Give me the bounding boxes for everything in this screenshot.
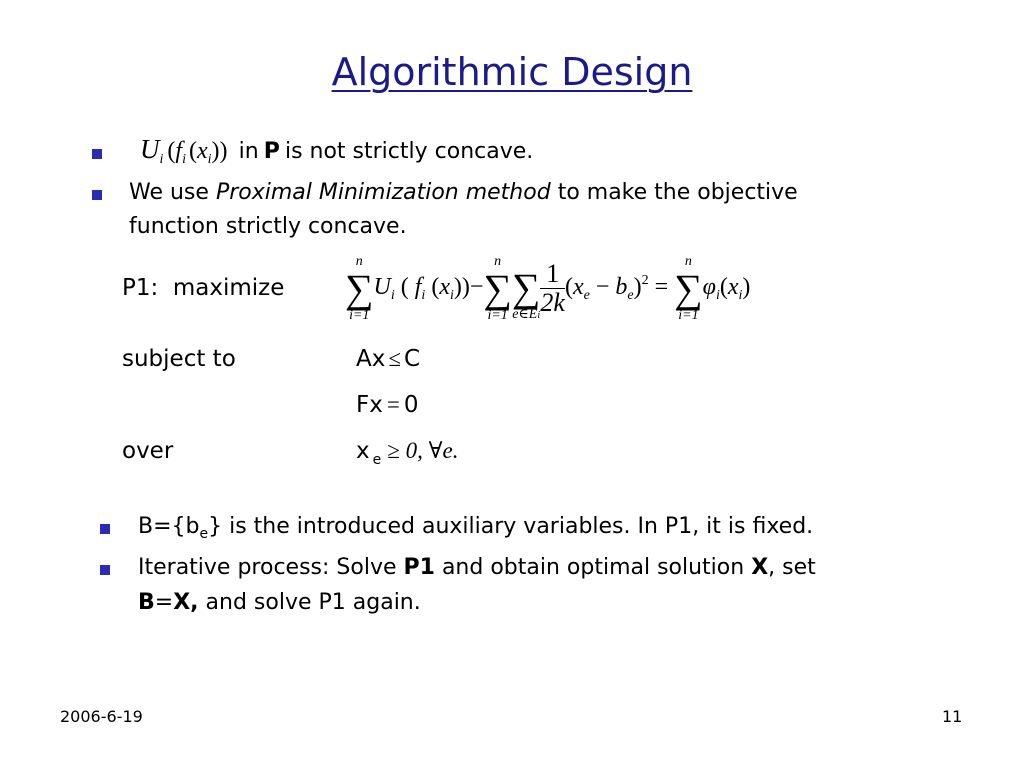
constraint-3: x $_e$ ≥ 0, ∀e. xyxy=(356,438,459,468)
constraint-2: Fx = 0 xyxy=(356,392,419,418)
sum-symbol: n ∑ i=1 xyxy=(345,253,374,323)
sum-symbol: n ∑ i=1 xyxy=(483,253,512,323)
bullet-iterative-line1: Iterative process: Solve P1 and obtain optimal solution X, set xyxy=(138,555,816,580)
objective-formula: n ∑ i=1 $U_i$ ( $f_i$ $(x_i))-$ n ∑ i=1 ∑ e∈Ei $\frac{1}{2k}$ $(x_e - b_e)^2$ = n ∑ i=1 $\varphi_i(x_i)$ xyxy=(345,253,751,323)
constraint-1: Ax ≤ C xyxy=(356,346,421,372)
slide-title: Algorithmic Design xyxy=(331,50,693,94)
bullet-square-icon xyxy=(92,149,102,159)
footer-date: 2006-6-19 xyxy=(60,707,143,726)
problem-label: P1: maximize xyxy=(122,275,285,301)
formula-U: U xyxy=(140,134,160,164)
sum-symbol: n ∑ i=1 xyxy=(674,253,703,323)
over-label: over xyxy=(122,438,174,464)
bullet-square-icon xyxy=(100,524,110,534)
fraction: $\frac{1}{2k}$ xyxy=(540,259,565,317)
sum-symbol: ∑ e∈Ei xyxy=(511,265,541,322)
bullet-square-icon xyxy=(92,190,102,200)
bullet-iterative-line2: B=X, and solve P1 again. xyxy=(138,590,421,615)
footer-page-number: 11 xyxy=(942,707,963,726)
bullet-proximal-line2: function strictly concave. xyxy=(129,214,407,239)
bullet-proximal-line1: We use Proximal Minimization method to make the objective xyxy=(129,180,798,205)
subject-to-label: subject to xyxy=(122,346,236,372)
bullet-utility-concavity: Ui (fi (xi)) in P is not strictly concave. xyxy=(140,134,534,167)
bullet-auxiliary-variables: $B=\{b_e\}$ is the introduced auxiliary variables. In P1, it is fixed. xyxy=(138,514,814,542)
bullet-square-icon xyxy=(100,565,110,575)
